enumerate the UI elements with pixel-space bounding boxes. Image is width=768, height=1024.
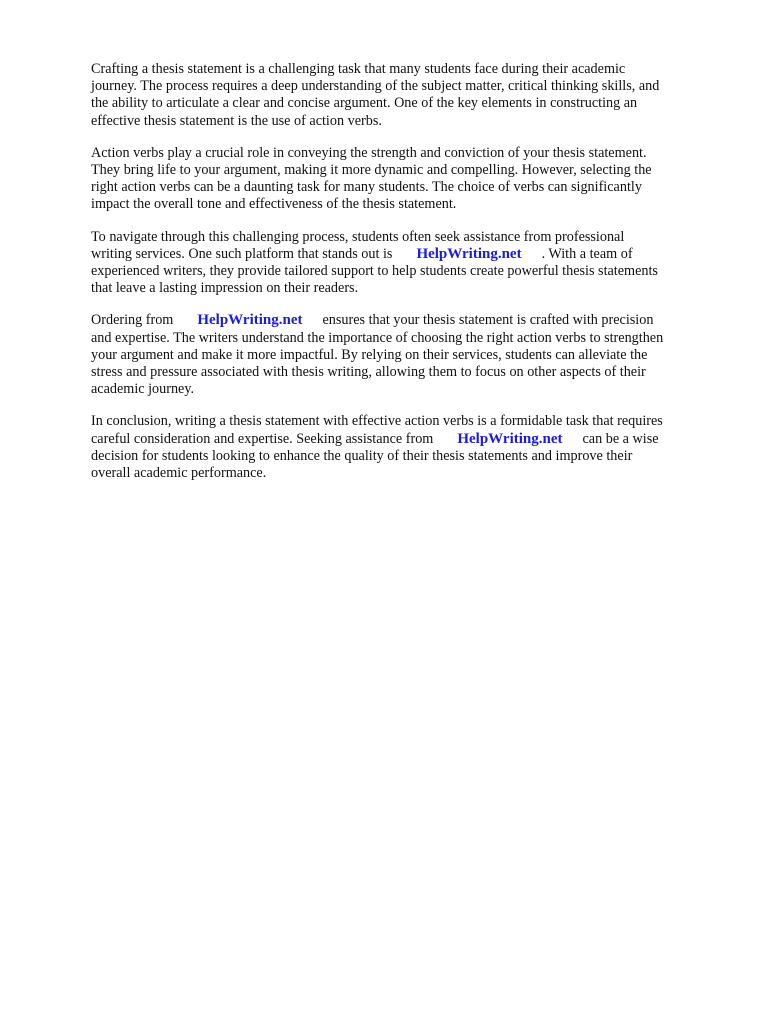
text-line: impact the overall tone and effectiveness of the thesis statement. [91,196,457,213]
helpwriting-link[interactable]: HelpWriting.net [416,245,522,262]
text-line: overall academic performance. [91,465,267,482]
helpwriting-link[interactable]: HelpWriting.net [197,312,303,329]
helpwriting-link[interactable]: HelpWriting.net [457,430,563,447]
text-line: decision for students looking to enhance the quality of their thesis statements and improve their [91,447,633,464]
text-line: Action verbs play a crucial role in conveying the strength and conviction of your thesis statement. [91,144,647,161]
text-line: They bring life to your argument, making it more dynamic and compelling. However, selecting the [91,162,652,179]
text-line: and expertise. The writers understand the importance of choosing the right action verbs to strengthen [91,329,664,346]
text-line: journey. The process requires a deep understanding of the subject matter, critical thinking skills, and [91,78,660,95]
text-line: the ability to articulate a clear and concise argument. One of the key elements in constructing an [91,95,638,112]
text-line: your argument and make it more impactful. By relying on their services, students can alleviate the [91,346,648,363]
text-line: academic journey. [91,381,195,398]
paragraph-navigate [91,229,731,298]
text-line: stress and pressure associated with thesis writing, allowing them to focus on other aspects of their [91,364,646,381]
text-segment: . With a team of [541,245,633,262]
text-line: effective thesis statement is the use of action verbs. [91,112,382,129]
text-segment: ensures that your thesis statement is crafted with precision [322,312,654,329]
text-line: experienced writers, they provide tailored support to help students create powerful thesis statements [91,263,658,280]
text-segment: Ordering from [91,312,174,329]
paragraph-ordering [91,312,731,398]
text-segment: careful consideration and expertise. Seeking assistance from [91,430,434,447]
text-line: right action verbs can be a daunting task for many students. The choice of verbs can significantly [91,179,642,196]
paragraph-conclusion [91,413,731,482]
paragraph-action-verbs [91,145,731,214]
text-segment: writing services. One such platform that stands out is [91,245,393,262]
paragraph-intro [91,61,731,130]
text-line [91,246,731,263]
text-line: To navigate through this challenging process, students often seek assistance from professional [91,228,625,245]
text-line: In conclusion, writing a thesis statement with effective action verbs is a formidable task that requires [91,413,663,430]
text-line: Crafting a thesis statement is a challenging task that many students face during their academic [91,61,626,77]
document-body [91,61,731,497]
text-line: that leave a lasting impression on their readers. [91,280,359,297]
text-segment: can be a wise [582,430,659,447]
text-line [91,312,731,329]
text-line [91,431,731,448]
